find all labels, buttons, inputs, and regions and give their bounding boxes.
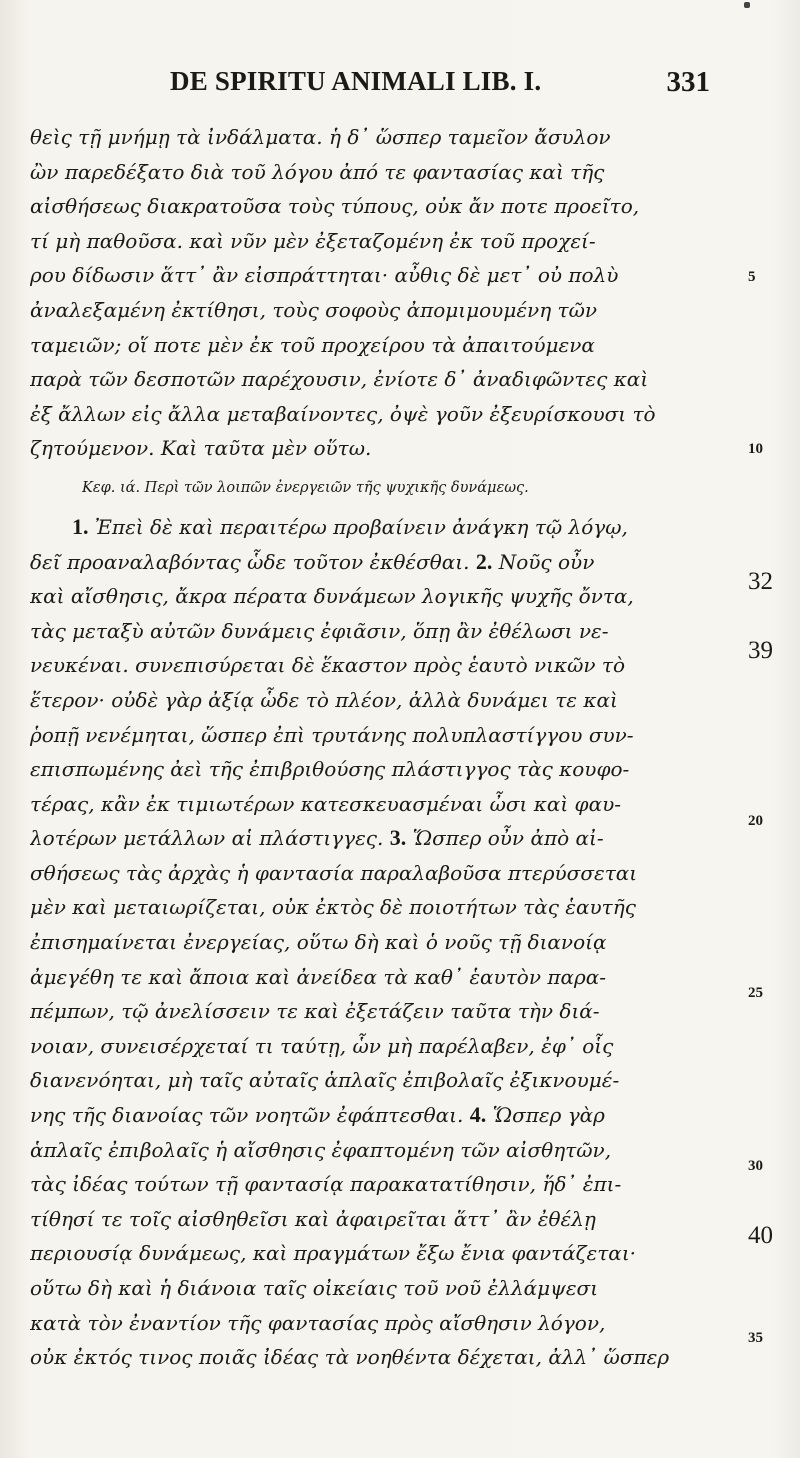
text-line: ζητούμενον. Καὶ ταῦτα μὲν οὕτω. [30, 436, 372, 461]
text-span: δεῖ προαναλαβόντας ὧδε τοῦτον ἐκθέσθαι. [30, 549, 470, 574]
section-number: 3. [389, 825, 407, 851]
text-span: Ὥσπερ γὰρ [492, 1103, 605, 1128]
ink-speck [744, 2, 750, 8]
section-number: 4. [469, 1102, 487, 1128]
text-line: οὕτω δὴ καὶ ἡ διάνοια ταῖς οἰκείαις τοῦ νοῦ ἐλλάμψεσι [30, 1276, 599, 1300]
line-number: 30 [748, 1158, 763, 1174]
text-line: νευκέναι. συνεπισύρεται δὲ ἕκαστον πρὸς ἑαυτὸ νικῶν τὸ [30, 653, 626, 678]
text-line: ἕτερον· οὐδὲ γὰρ ἀξίᾳ ὧδε τὸ πλέον, ἀλλὰ δυνάμει τε καὶ [30, 687, 618, 712]
text-block [30, 120, 720, 1375]
line-number: 25 [748, 985, 763, 1001]
line-number: 20 [748, 813, 763, 829]
text-line: τὰς μεταξὺ αὐτῶν δυνάμεις ἐφιᾶσιν, ὅπῃ ἂν ἐθέλωσι νε- [30, 618, 609, 643]
text-line: περιουσίᾳ δυνάμεως, καὶ πραγμάτων ἔξω ἔνια φαντάζεται· [30, 1241, 637, 1266]
reference-number: 39 [748, 637, 773, 664]
running-head: DE SPIRITU ANIMALI LIB. I. [170, 66, 542, 96]
chapter-heading: Κεφ. ιά. Περὶ τῶν λοιπῶν ἐνεργειῶν τῆς ψυχικῆς δυνάμεως. [82, 479, 529, 496]
text-line: σθήσεως τὰς ἀρχὰς ἡ φαντασία παραλαβοῦσα πτερύσσεται [30, 860, 638, 885]
text-line: τὰς ἰδέας τούτων τῇ φαντασίᾳ παρακατατίθησιν, ἥδ᾽ ἐπι- [30, 1172, 622, 1197]
text-line: ἐξ ἄλλων εἰς ἄλλα μεταβαίνοντες, ὀψὲ γοῦν ἐξευρίσκουσι τὸ [30, 401, 656, 426]
text-span: Νοῦς οὖν [498, 549, 595, 574]
line-number: 10 [748, 441, 763, 457]
text-line: ρου δίδωσιν ἅττ᾽ ἂν εἰσπράττηται· αὖθις δὲ μετ᾽ οὐ πολὺ [30, 263, 619, 288]
page-number: 331 [666, 66, 710, 98]
text-line [30, 821, 720, 856]
text-line: νοιαν, συνεισέρχεταί τι ταύτῃ, ὧν μὴ παρέλαβεν, ἐφ᾽ οἷς [30, 1033, 614, 1058]
section-number: 2. [475, 548, 493, 574]
text-line [30, 510, 720, 545]
text-line: τί μὴ παθοῦσα. καὶ νῦν μὲν ἐξεταζομένη ἐκ τοῦ προχεί- [30, 228, 596, 253]
text-line: οὐκ ἐκτός τινος ποιᾶς ἰδέας τὰ νοηθέντα δέχεται, ἀλλ᾽ ὥσπερ [30, 1345, 670, 1370]
text-line: ἀμεγέθη τε καὶ ἄποια καὶ ἀνείδεα τὰ καθ᾽ ἑαυτὸν παρα- [30, 964, 607, 989]
page-header [170, 62, 710, 102]
text-span: νης τῆς διανοίας τῶν νοητῶν ἐφάπτεσθαι. [30, 1103, 464, 1128]
text-span: λοτέρων μετάλλων αἱ πλάστιγγες. [30, 826, 384, 851]
text-line [30, 545, 720, 580]
text-line: τέρας, κἂν ἐκ τιμιωτέρων κατεσκευασμέναι ὦσι καὶ φαυ- [30, 791, 621, 816]
text-line: πέμπων, τῷ ἀνελίσσειν τε καὶ ἐξετάζειν ταῦτα τὴν διά- [30, 999, 600, 1024]
section-number: 1. [72, 513, 89, 539]
text-line: ἐπισημαίνεται ἐνεργείας, οὕτω δὴ καὶ ὁ νοῦς τῇ διανοίᾳ [30, 930, 607, 955]
text-line: αἰσθήσεως διακρατοῦσα τοὺς τύπους, οὐκ ἄν ποτε προεῖτο, [30, 194, 640, 219]
text-line: παρὰ τῶν δεσποτῶν παρέχουσιν, ἐνίοτε δ᾽ ἀναδιφῶντες καὶ [30, 367, 649, 392]
text-line [30, 1098, 720, 1133]
text-line: ὢν παρεδέξατο διὰ τοῦ λόγου ἀπό τε φαντασίας καὶ τῆς [30, 159, 605, 184]
line-number: 5 [748, 269, 756, 285]
text-line: ταμειῶν; οἵ ποτε μὲν ἐκ τοῦ προχείρου τὰ ἀπαιτούμενα [30, 332, 595, 357]
text-line: ἀναλεξαμένη ἐκτίθησι, τοὺς σοφοὺς ἀπομιμουμένη τῶν [30, 297, 598, 322]
text-line: ῥοπῇ νενέμηται, ὥσπερ ἐπὶ τρυτάνης πολυπλαστίγγου συν- [30, 722, 634, 747]
text-line: διανενόηται, μὴ ταῖς αὐταῖς ἁπλαῖς ἐπιβολαῖς ἐξικνουμέ- [30, 1068, 620, 1093]
text-line: μὲν καὶ μεταιωρίζεται, οὐκ ἐκτὸς δὲ ποιοτήτων τὰς ἑαυτῆς [30, 895, 636, 920]
text-line: θεὶς τῇ μνήμῃ τὰ ἰνδάλματα. ἡ δ᾽ ὥσπερ ταμεῖον ἄσυλον [30, 125, 611, 149]
text-line: επισπωμένης ἀεὶ τῆς ἐπιβριθούσης πλάστιγγος τὰς κουφο- [30, 757, 630, 782]
reference-number: 32 [748, 568, 773, 595]
line-number: 35 [748, 1330, 763, 1346]
reference-number: 40 [748, 1222, 773, 1249]
text-line: κατὰ τὸν ἐναντίον τῆς φαντασίας πρὸς αἴσθησιν λόγον, [30, 1310, 606, 1335]
text-span: Ὥσπερ οὖν ἀπὸ αἰ- [412, 826, 604, 851]
text-line: καὶ αἴσθησις, ἄκρα πέρατα δυνάμεων λογικῆς ψυχῆς ὄντα, [30, 584, 634, 609]
text-line: ἁπλαῖς ἐπιβολαῖς ἡ αἴσθησις ἐφαπτομένη τῶν αἰσθητῶν, [30, 1137, 612, 1162]
text-span: Ἐπεὶ δὲ καὶ περαιτέρω προβαίνειν ἀνάγκη τῷ λόγῳ, [94, 514, 628, 539]
text-line: τίθησί τε τοῖς αἰσθηθεῖσι καὶ ἀφαιρεῖται ἅττ᾽ ἂν ἐθέλῃ [30, 1206, 596, 1231]
